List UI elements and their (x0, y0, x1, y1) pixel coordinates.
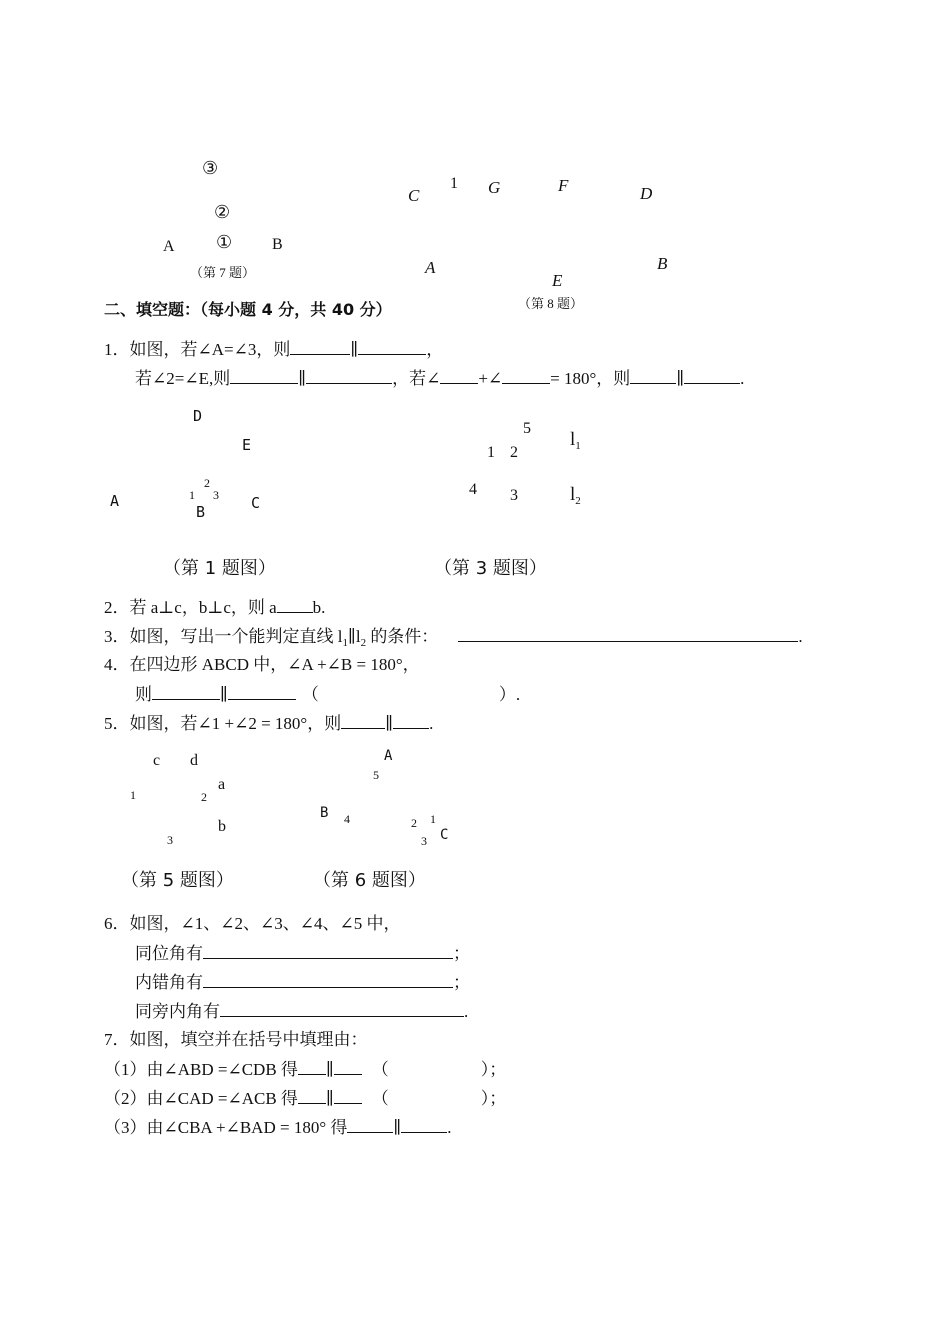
fig3-caption: （第 3 题图） (434, 558, 547, 579)
fig1-label-2: 2 (204, 476, 210, 490)
fig7-circle-3: ③ (202, 158, 219, 178)
q1-line2: 若∠2=∠E,则 ∥ ，若∠ +∠ = 180°，则 ∥ . (135, 369, 745, 388)
q1-blank-1[interactable] (290, 338, 350, 355)
q1-blank-4[interactable] (306, 367, 392, 384)
q2-blank[interactable] (277, 596, 313, 613)
fig8-label-e: E (552, 271, 563, 290)
fig7-label-b: B (272, 236, 283, 253)
q6-corresponding: 同位角有 ； (135, 944, 470, 963)
q7-p1-blank-2[interactable] (334, 1058, 362, 1075)
fig1-caption: （第 1 题图） (163, 558, 276, 579)
q1-blank-3[interactable] (230, 367, 298, 384)
fig6-label-1: 1 (430, 812, 436, 826)
fig8-label-a: A (425, 258, 436, 277)
fig8-label-g: G (488, 178, 501, 197)
fig6-label-3: 3 (421, 834, 427, 848)
q7-p3-blank-2[interactable] (401, 1116, 447, 1133)
q3-line: 3．如图，写出一个能判定直线 $l_1\parallel l_2$ 的条件： . (104, 627, 803, 649)
fig1-label-1: 1 (189, 488, 195, 502)
fig6-label-a: A (384, 748, 393, 764)
q7-part3: （3）由∠CBA +∠BAD = 180° 得 ∥ . (104, 1118, 452, 1137)
q4-blank-1[interactable] (152, 683, 220, 700)
q7-p1-blank-1[interactable] (298, 1058, 326, 1075)
fig1-label-b: B (196, 503, 206, 521)
q2-line: 2．若 a⊥c，b⊥c，则 a b. (104, 598, 326, 617)
q7-p3-blank-1[interactable] (347, 1116, 393, 1133)
fig5-label-3: 3 (167, 833, 173, 847)
q1-blank-2[interactable] (358, 338, 426, 355)
q7-part1: （1）由∠ABD =∠CDB 得 ∥ （ ）； (104, 1060, 507, 1079)
fig7-label-a: A (163, 238, 175, 255)
fig6-label-4: 4 (344, 812, 350, 826)
fig1-label-3: 3 (213, 488, 219, 502)
fig5-label-b: b (218, 818, 226, 835)
fig5-label-1: 1 (130, 788, 136, 802)
fig5-label-c: c (153, 752, 161, 769)
fig8-label-f: F (558, 176, 569, 195)
q7-p2-blank-1[interactable] (298, 1087, 326, 1104)
q4-line2: 则 ∥ （ ）. (135, 685, 521, 704)
fig3-label-l1: $l_1$ (570, 429, 581, 452)
section-heading: 二、填空题：（每小题 4 分，共 40 分） (104, 300, 392, 319)
fig3-label-4: 4 (469, 481, 477, 498)
fig3-label-l2: $l_2$ (570, 484, 581, 507)
q3-blank[interactable] (458, 625, 798, 642)
fig3-label-2: 2 (510, 444, 518, 461)
fig6-caption: （第 6 题图） (313, 870, 426, 891)
fig8-label-c: C (408, 186, 420, 205)
q7-p2-blank-2[interactable] (334, 1087, 362, 1104)
q5-blank-1[interactable] (341, 712, 385, 729)
fig7-circle-1: ① (216, 232, 233, 252)
fig5-label-2: 2 (201, 790, 207, 804)
q6-alternate: 内错角有 ； (135, 973, 470, 992)
q1-blank-8[interactable] (684, 367, 740, 384)
q6-blank-same-side[interactable] (220, 1000, 464, 1017)
q4-blank-2[interactable] (228, 683, 296, 700)
q5-line: 5．如图，若∠1 +∠2 = 180°，则 ∥ . (104, 714, 434, 733)
fig3-label-5: 5 (523, 420, 531, 437)
q1-line1: 1．如图，若∠A=∠3，则 ∥ ， (104, 340, 444, 359)
q4-line1: 4．在四边形 ABCD 中，∠A +∠B = 180°， (104, 655, 420, 674)
fig8-caption: （第 8 题） (518, 296, 584, 311)
fig6-label-b: B (320, 805, 329, 821)
fig8-label-b: B (657, 254, 668, 273)
fig5-caption: （第 5 题图） (121, 870, 234, 891)
fig1-label-c: C (251, 494, 261, 512)
q1-blank-7[interactable] (630, 367, 676, 384)
fig6-label-c: C (440, 827, 449, 843)
q6-blank-corresponding[interactable] (203, 942, 453, 959)
fig3-label-3: 3 (510, 487, 518, 504)
q7-part2: （2）由∠CAD =∠ACB 得 ∥ （ ）； (104, 1089, 507, 1108)
fig3-label-1: 1 (487, 444, 495, 461)
fig8-label-1: 1 (450, 175, 458, 192)
q1-blank-6[interactable] (502, 367, 550, 384)
q6-line1: 6．如图，∠1、∠2、∠3、∠4、∠5 中， (104, 914, 401, 933)
fig1-label-a: A (110, 492, 120, 510)
fig8-label-d: D (640, 184, 653, 203)
fig7-caption: （第 7 题） (190, 265, 256, 280)
fig5-label-d: d (190, 752, 198, 769)
q6-blank-alternate[interactable] (203, 971, 453, 988)
fig1-label-d: D (193, 407, 203, 425)
fig5-label-a: a (218, 776, 226, 793)
q7-line1: 7．如图，填空并在括号中填理由： (104, 1030, 368, 1049)
q5-blank-2[interactable] (393, 712, 429, 729)
fig1-label-e: E (242, 436, 252, 454)
q6-same-side: 同旁内角有 . (135, 1002, 469, 1021)
fig7-circle-2: ② (214, 202, 231, 222)
q1-blank-5[interactable] (440, 367, 478, 384)
fig6-label-5: 5 (373, 768, 379, 782)
fig6-label-2: 2 (411, 816, 417, 830)
